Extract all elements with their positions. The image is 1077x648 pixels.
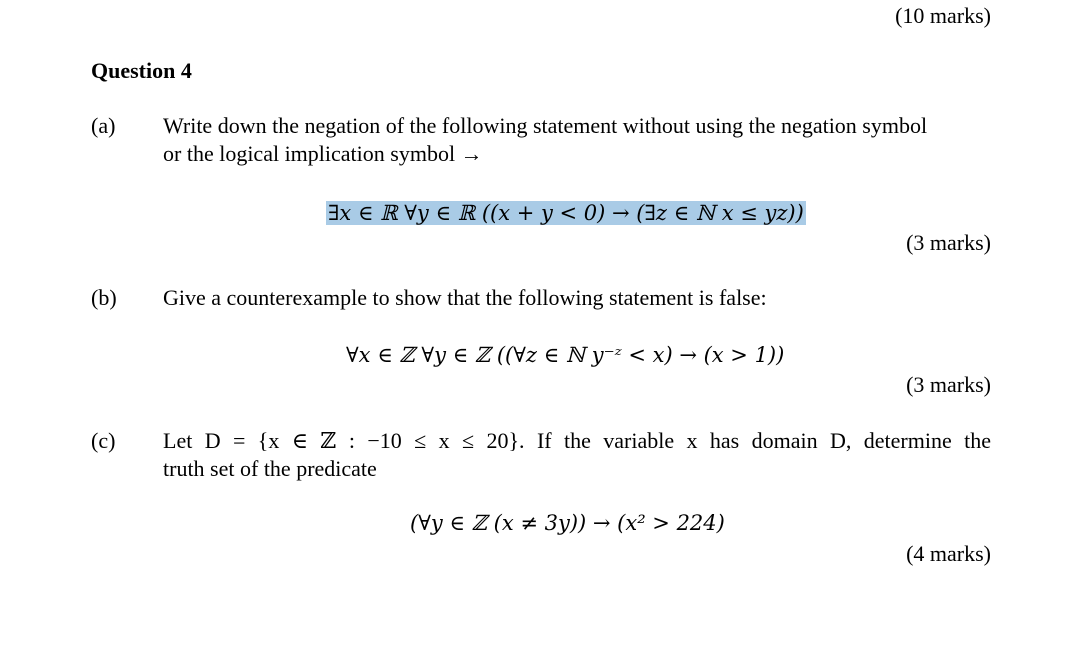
- part-a-label: (a): [91, 113, 116, 138]
- part-a-text-line2: or the logical implication symbol →: [163, 141, 483, 166]
- part-b-label: (b): [91, 285, 117, 310]
- total-marks: (10 marks): [895, 3, 991, 28]
- part-c-text-line2: truth set of the predicate: [163, 456, 377, 481]
- part-a-marks: (3 marks): [906, 230, 991, 255]
- part-a-formula-highlight: ∃x ∈ ℝ ∀y ∈ ℝ ((x + y < 0) → (∃z ∈ ℕ x ≤ yz)): [328, 201, 804, 225]
- part-b-text-line1: Give a counterexample to show that the following statement is false:: [163, 285, 767, 310]
- part-c-formula: (∀y ∈ ℤ (x ≠ 3y)) → (x² > 224): [410, 511, 725, 535]
- part-c-label: (c): [91, 428, 116, 453]
- question-title: Question 4: [91, 58, 192, 83]
- part-a-text-line1: Write down the negation of the following statement without using the negation symbol: [163, 113, 928, 138]
- part-a-formula: [326, 199, 806, 227]
- part-b-formula: ∀x ∈ ℤ ∀y ∈ ℤ ((∀z ∈ ℕ y⁻ᶻ < x) → (x > 1)): [346, 343, 785, 367]
- part-c-text-line1: Let D = {x ∈ ℤ : −10 ≤ x ≤ 20}. If the variable x has domain D, determine the: [163, 428, 991, 453]
- part-c-marks: (4 marks): [906, 541, 991, 566]
- part-b-marks: (3 marks): [906, 372, 991, 397]
